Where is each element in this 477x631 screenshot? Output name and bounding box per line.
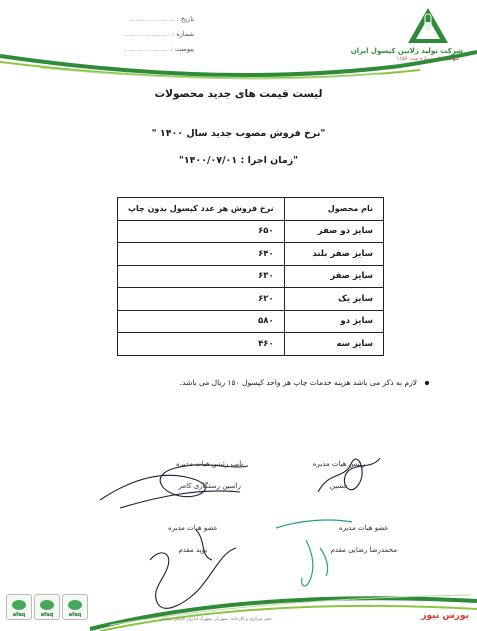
certification-logos xyxy=(6,594,88,620)
signatory-role: عضو هیات مدیره xyxy=(338,524,389,532)
signatory-name: محمدرضا رضایی مقدم xyxy=(330,546,397,554)
date-field: تاریخ : ...................... xyxy=(129,15,194,23)
note-text: لازم به ذکر می باشد هزینه خدمات چاپ هر واحد کپسول ۱۵۰ ریال می باشد. xyxy=(179,378,417,387)
signature-board-member-1 xyxy=(331,524,397,554)
signatory-role: عضو هیات مدیره xyxy=(168,524,218,532)
signature-chairman xyxy=(313,460,365,490)
afaq-certificate-logo: afaq xyxy=(6,594,32,620)
document-title: لیست قیمت های جدید محصولات xyxy=(154,88,323,100)
price-cell: ۴۶۰ xyxy=(118,333,285,356)
signatory-name: حسین xyxy=(329,482,348,490)
product-name-cell: سایز یک xyxy=(284,288,383,311)
company-registration: سهامی عام شماره ثبت: ۱۱۵۶ xyxy=(396,56,460,62)
effective-date: "زمان اجرا : ۱۴۰۰/۰۷/۰۱" xyxy=(178,155,299,166)
product-name-cell: سایز صفر xyxy=(284,265,383,288)
signatory-name: راسین رستگاری کامر xyxy=(178,482,241,490)
signatory-role: رئیس هیات مدیره xyxy=(312,460,365,468)
product-name-cell: سایز سه xyxy=(284,333,383,356)
footer-address: دفتر مرکزی و کارخانه: شهریار، شهرک اداری، خیابان دیلمان xyxy=(160,617,272,622)
price-cell: ۶۲۰ xyxy=(118,288,285,311)
product-name-cell: سایز دو صفر xyxy=(284,220,383,243)
company-name: شرکت تولید ژلاتین کپسول ایران xyxy=(350,47,463,55)
product-name-cell: سایز دو xyxy=(284,310,383,333)
column-header-price: نرخ فروش هر عدد کپسول بدون چاپ xyxy=(118,198,285,221)
signature-vice-chairman xyxy=(176,460,243,490)
column-header-product: نام محصول xyxy=(284,198,383,221)
number-field: شماره : ...................... xyxy=(124,30,194,38)
signatory-name: نوید مقدم xyxy=(178,546,208,554)
seal-icon xyxy=(12,600,26,610)
seal-icon xyxy=(68,600,82,610)
price-cell: ۶۳۰ xyxy=(118,265,285,288)
price-cell: ۵۸۰ xyxy=(118,310,285,333)
attachment-field: پیوست : ...................... xyxy=(123,45,194,53)
signature-board-member-2 xyxy=(168,524,218,554)
source-watermark: بورس نیوز xyxy=(421,611,469,621)
signatory-role: نایب رئیس هیات مدیره xyxy=(176,460,244,468)
price-list-subtitle: "نرخ فروش مصوب جدید سال ۱۴۰۰ " xyxy=(151,128,326,139)
afaq-certificate-logo: afaq xyxy=(34,594,60,620)
price-cell: ۶۵۰ xyxy=(118,220,285,243)
afaq-certificate-logo: afaq xyxy=(62,594,88,620)
seal-icon xyxy=(40,600,54,610)
product-name-cell: سایز صفر بلند xyxy=(284,243,383,266)
price-cell: ۶۴۰ xyxy=(118,243,285,266)
